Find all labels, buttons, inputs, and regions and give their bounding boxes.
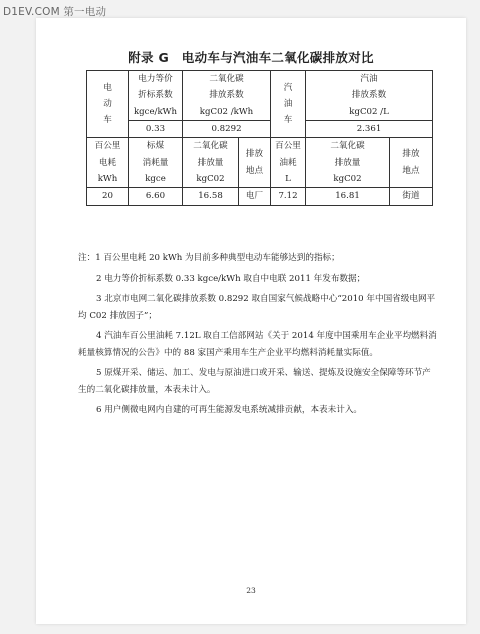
document-page: [36, 18, 466, 624]
gas-co2-value: 2.361: [306, 120, 433, 137]
ev-coal-header: 标煤 消耗量 kgce: [129, 138, 183, 188]
ev-label-cell: 电 动 车: [87, 71, 129, 138]
grid-co2-value: 0.8292: [183, 120, 271, 137]
page-number: 23: [246, 586, 256, 595]
note-item: 6 用户侧微电网内自建的可再生能源发电系统减排贡献，本表未计入。: [96, 405, 363, 415]
gas-co2-amount-value: 16.81: [306, 188, 390, 205]
gas-co2-amount-header: 二氧化碳 排放量 kgC02: [306, 138, 390, 188]
ev-co2-value: 16.58: [183, 188, 239, 205]
note-item: 注：1 百公里电耗 20 kWh 为目前多种典型电动车能够达到的指标；: [78, 253, 340, 263]
power-factor-value: 0.33: [129, 120, 183, 137]
gas-consumption-header: 百公里 油耗 L: [271, 138, 306, 188]
gas-label-cell: 汽 油 车: [271, 71, 306, 138]
ev-co2-header: 二氧化碳 排放量 kgC02: [183, 138, 239, 188]
note-item: 2 电力等价折标系数 0.33 kgce/kWh 取自中电联 2011 年发布数据；: [96, 273, 366, 284]
ev-consumption-header: 百公里 电耗 kWh: [87, 138, 129, 188]
comparison-table: [86, 70, 433, 206]
ev-consumption-value: 20: [87, 188, 129, 205]
note-item: 4 汽油车百公里油耗 7.12L 取自工信部网站《关于 2014 年度中国乘用车企业平均燃料消耗量核算情况的公告》中的 88 家国产乘用车生产企业平均燃料消耗量实际值。: [78, 331, 437, 358]
ev-location-value: 电厂: [239, 188, 271, 205]
gas-consumption-value: 7.12: [271, 188, 306, 205]
ev-coal-value: 6.60: [129, 188, 183, 205]
gas-location-value: 街道: [390, 188, 433, 205]
page-title: 附录 G 电动车与汽油车二氧化碳排放对比: [128, 50, 374, 65]
table-row: [87, 71, 433, 121]
grid-co2-header: 二氧化碳 排放系数 kgC02 /kWh: [183, 71, 271, 121]
note-item: 3 北京市电网二氧化碳排放系数 0.8292 取自国家气候战略中心“2010 年中国省级电网平均 C02 排放因子”；: [78, 294, 436, 321]
power-factor-header: 电力等价 折标系数 kgce/kWh: [129, 71, 183, 121]
note-item: 5 原煤开采、储运、加工、发电与原油进口或开采、输送、提炼及设施安全保障等环节产生的二氧化碳排放量，本表未计入。: [78, 368, 431, 395]
table-row: [87, 120, 433, 137]
gas-location-header: 排放 地点: [390, 138, 433, 188]
ev-location-header: 排放 地点: [239, 138, 271, 188]
table-row: [87, 188, 433, 205]
site-watermark: D1EV.COM 第一电动: [3, 6, 107, 18]
table-row: [87, 138, 433, 188]
notes-section: [78, 250, 438, 423]
gas-co2-header: 汽油 排放系数 kgC02 /L: [306, 71, 433, 121]
